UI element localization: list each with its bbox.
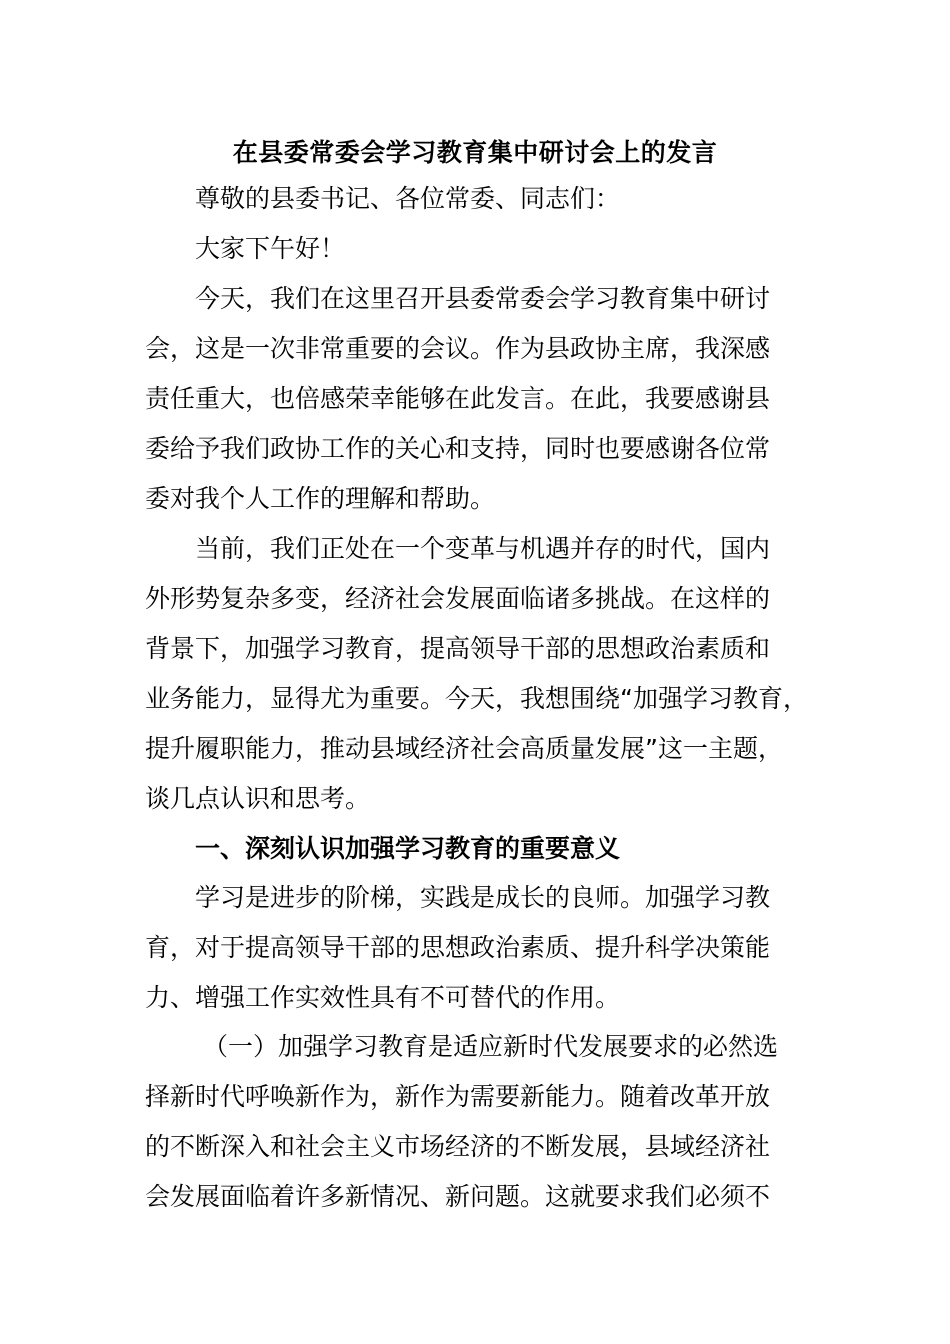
paragraph-line: 择新时代呼唤新作为，新作为需要新能力。随着改革开放 (145, 1082, 771, 1111)
paragraph-line: 学习是进步的阶梯，实践是成长的良师。加强学习教 (195, 883, 771, 912)
paragraph-line: 委给予我们政协工作的关心和支持，同时也要感谢各位常 (145, 434, 771, 463)
section-heading-line: 一、深刻认识加强学习教育的重要意义 (195, 834, 621, 863)
salutation (145, 174, 835, 224)
paragraph-line: 当前，我们正处在一个变革与机遇并存的时代，国内 (195, 534, 771, 563)
section-heading (145, 824, 835, 874)
paragraph-line: 提升履职能力，推动县域经济社会高质量发展”这一主题， (145, 734, 783, 763)
paragraph-line: 委对我个人工作的理解和帮助。 (145, 484, 496, 513)
section-paragraph (145, 873, 835, 1023)
paragraph-line: 的不断深入和社会主义市场经济的不断发展，县域经济社 (145, 1132, 771, 1161)
paragraph-line: 责任重大，也倍感荣幸能够在此发言。在此，我要感谢县 (145, 384, 771, 413)
paragraph-line: 会，这是一次非常重要的会议。作为县政协主席，我深感 (145, 334, 771, 363)
salutation-line: 尊敬的县委书记、各位常委、同志们： (195, 184, 621, 213)
paragraph-line: 育，对于提高领导干部的思想政治素质、提升科学决策能 (145, 933, 771, 962)
subsection-paragraph (145, 1022, 835, 1222)
paragraph-line: 力、增强工作实效性具有不可替代的作用。 (145, 983, 621, 1012)
document-title: 在县委常委会学习教育集中研讨会上的发言 (232, 138, 718, 167)
paragraph-opening (145, 274, 835, 524)
greeting-line: 大家下午好！ (195, 234, 346, 263)
paragraph-line: 今天，我们在这里召开县委常委会学习教育集中研讨 (195, 284, 771, 313)
paragraph-context (145, 524, 835, 824)
paragraph-line: （一）加强学习教育是适应新时代发展要求的必然选 (203, 1032, 779, 1061)
paragraph-line: 外形势复杂多变，经济社会发展面临诸多挑战。在这样的 (145, 584, 771, 613)
paragraph-line: 会发展面临着许多新情况、新问题。这就要求我们必须不 (145, 1182, 771, 1211)
greeting (145, 224, 835, 274)
paragraph-line: 背景下，加强学习教育，提高领导干部的思想政治素质和 (145, 634, 771, 663)
paragraph-line: 业务能力，显得尤为重要。今天，我想围绕“加强学习教育， (145, 684, 808, 713)
paragraph-line: 谈几点认识和思考。 (145, 784, 371, 813)
